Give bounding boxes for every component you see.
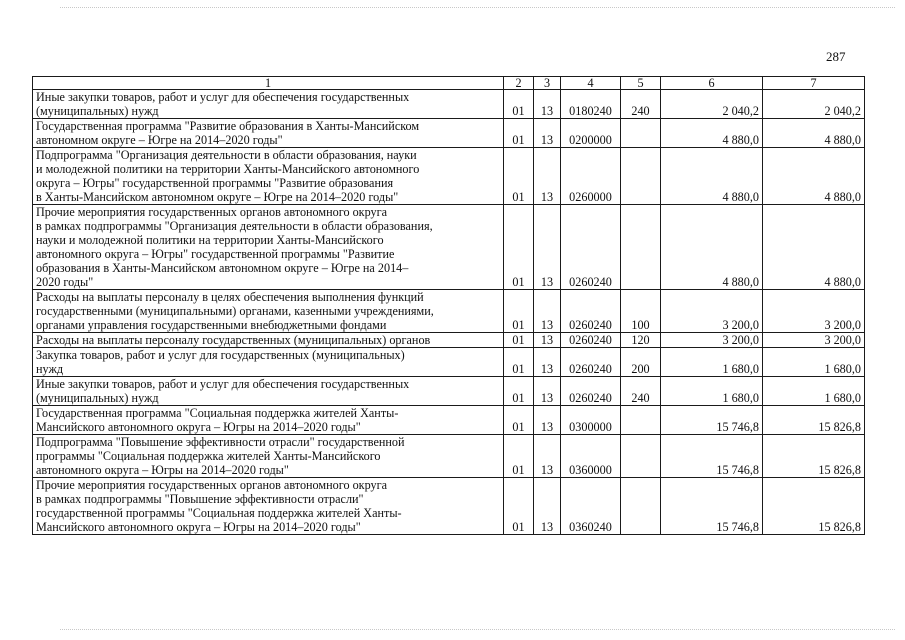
row-section: 01: [504, 406, 534, 435]
row-name: Государственная программа "Развитие образования в Ханты-Мансийском автономном округе – Югре на 2014–2020 годы": [33, 119, 504, 148]
row-section: 01: [504, 90, 534, 119]
table-row: [33, 205, 865, 290]
table-row: [33, 348, 865, 377]
budget-table: [32, 76, 865, 535]
row-amount-2: 4 880,0: [763, 119, 865, 148]
table-row: [33, 90, 865, 119]
row-amount-1: 2 040,2: [661, 90, 763, 119]
row-amount-1: 3 200,0: [661, 290, 763, 333]
row-amount-1: 15 746,8: [661, 435, 763, 478]
row-amount-1: 1 680,0: [661, 377, 763, 406]
row-expense-type: 120: [621, 333, 661, 348]
row-name: Государственная программа "Социальная поддержка жителей Ханты- Мансийского автономного округа – Югры на 2014–2020 годы": [33, 406, 504, 435]
row-name: Прочие мероприятия государственных органов автономного округа в рамках подпрограммы "Повышение эффективности отрасли" государственной программы "Социальная поддержка жителей Ханты- Мансийского автономного округа – Югры на 2014–2020 годы": [33, 478, 504, 535]
row-amount-1: 1 680,0: [661, 348, 763, 377]
row-target-code: 0180240: [561, 90, 621, 119]
table-row: [33, 148, 865, 205]
column-header-4: 4: [561, 77, 621, 90]
row-section: 01: [504, 478, 534, 535]
table-row: [33, 435, 865, 478]
row-section: 01: [504, 148, 534, 205]
row-target-code: 0260240: [561, 290, 621, 333]
row-expense-type: [621, 435, 661, 478]
row-name: Прочие мероприятия государственных органов автономного округа в рамках подпрограммы "Организация деятельности в области образования, науки и молодежной политики на территории Ханты-Мансийского автономного округа – Югры" государственной программы "Развитие образования в Ханты-Мансийском автономном округе – Югре на 2014– 2020 годы": [33, 205, 504, 290]
row-target-code: 0260000: [561, 148, 621, 205]
table-row: [33, 333, 865, 348]
row-amount-2: 15 826,8: [763, 478, 865, 535]
row-amount-1: 4 880,0: [661, 119, 763, 148]
row-target-code: 0260240: [561, 333, 621, 348]
scan-artifact-bottom: [60, 629, 895, 630]
row-section: 01: [504, 348, 534, 377]
row-expense-type: 240: [621, 90, 661, 119]
row-subsection: 13: [534, 377, 561, 406]
row-expense-type: 240: [621, 377, 661, 406]
row-section: 01: [504, 205, 534, 290]
row-section: 01: [504, 435, 534, 478]
row-amount-2: 15 826,8: [763, 435, 865, 478]
row-subsection: 13: [534, 406, 561, 435]
row-target-code: 0260240: [561, 377, 621, 406]
row-expense-type: [621, 406, 661, 435]
row-section: 01: [504, 290, 534, 333]
row-amount-1: 4 880,0: [661, 205, 763, 290]
row-amount-1: 4 880,0: [661, 148, 763, 205]
row-subsection: 13: [534, 435, 561, 478]
row-target-code: 0260240: [561, 348, 621, 377]
table-header-row: [33, 77, 865, 90]
row-target-code: 0300000: [561, 406, 621, 435]
row-subsection: 13: [534, 148, 561, 205]
page-number: 287: [826, 49, 846, 64]
row-subsection: 13: [534, 478, 561, 535]
row-name: Иные закупки товаров, работ и услуг для обеспечения государственных (муниципальных) нужд: [33, 377, 504, 406]
column-header-7: 7: [763, 77, 865, 90]
row-section: 01: [504, 377, 534, 406]
column-header-6: 6: [661, 77, 763, 90]
row-amount-2: 1 680,0: [763, 377, 865, 406]
column-header-5: 5: [621, 77, 661, 90]
table-row: [33, 478, 865, 535]
row-name: Расходы на выплаты персоналу в целях обеспечения выполнения функций государственными (муниципальными) органами, казенными учреждениями, органами управления государственными внебюджетными фондами: [33, 290, 504, 333]
column-header-2: 2: [504, 77, 534, 90]
row-amount-2: 4 880,0: [763, 205, 865, 290]
row-amount-1: 15 746,8: [661, 478, 763, 535]
row-expense-type: [621, 205, 661, 290]
row-expense-type: [621, 119, 661, 148]
row-name: Подпрограмма "Повышение эффективности отрасли" государственной программы "Социальная поддержка жителей Ханты-Мансийского автономного округа – Югры на 2014–2020 годы": [33, 435, 504, 478]
table-row: [33, 377, 865, 406]
row-amount-2: 3 200,0: [763, 290, 865, 333]
row-target-code: 0360240: [561, 478, 621, 535]
row-target-code: 0260240: [561, 205, 621, 290]
row-amount-2: 3 200,0: [763, 333, 865, 348]
row-expense-type: 200: [621, 348, 661, 377]
row-subsection: 13: [534, 348, 561, 377]
row-name: Расходы на выплаты персоналу государственных (муниципальных) органов: [33, 333, 504, 348]
row-subsection: 13: [534, 205, 561, 290]
row-expense-type: [621, 478, 661, 535]
column-header-1: 1: [33, 77, 504, 90]
row-name: Иные закупки товаров, работ и услуг для обеспечения государственных (муниципальных) нужд: [33, 90, 504, 119]
row-target-code: 0360000: [561, 435, 621, 478]
table-row: [33, 406, 865, 435]
row-amount-1: 15 746,8: [661, 406, 763, 435]
table-row: [33, 290, 865, 333]
row-amount-2: 4 880,0: [763, 148, 865, 205]
row-amount-2: 1 680,0: [763, 348, 865, 377]
row-amount-2: 15 826,8: [763, 406, 865, 435]
table-row: [33, 119, 865, 148]
row-subsection: 13: [534, 333, 561, 348]
column-header-3: 3: [534, 77, 561, 90]
row-subsection: 13: [534, 290, 561, 333]
row-expense-type: 100: [621, 290, 661, 333]
row-section: 01: [504, 119, 534, 148]
row-subsection: 13: [534, 119, 561, 148]
scan-artifact-top: [60, 7, 895, 8]
row-name: Закупка товаров, работ и услуг для государственных (муниципальных) нужд: [33, 348, 504, 377]
row-expense-type: [621, 148, 661, 205]
row-section: 01: [504, 333, 534, 348]
row-amount-1: 3 200,0: [661, 333, 763, 348]
row-target-code: 0200000: [561, 119, 621, 148]
row-subsection: 13: [534, 90, 561, 119]
row-amount-2: 2 040,2: [763, 90, 865, 119]
row-name: Подпрограмма "Организация деятельности в области образования, науки и молодежной политики на территории Ханты-Мансийского автономного округа – Югры" государственной программы "Развитие образования в Ханты-Мансийском автономном округе – Югре на 2014–2020 годы": [33, 148, 504, 205]
